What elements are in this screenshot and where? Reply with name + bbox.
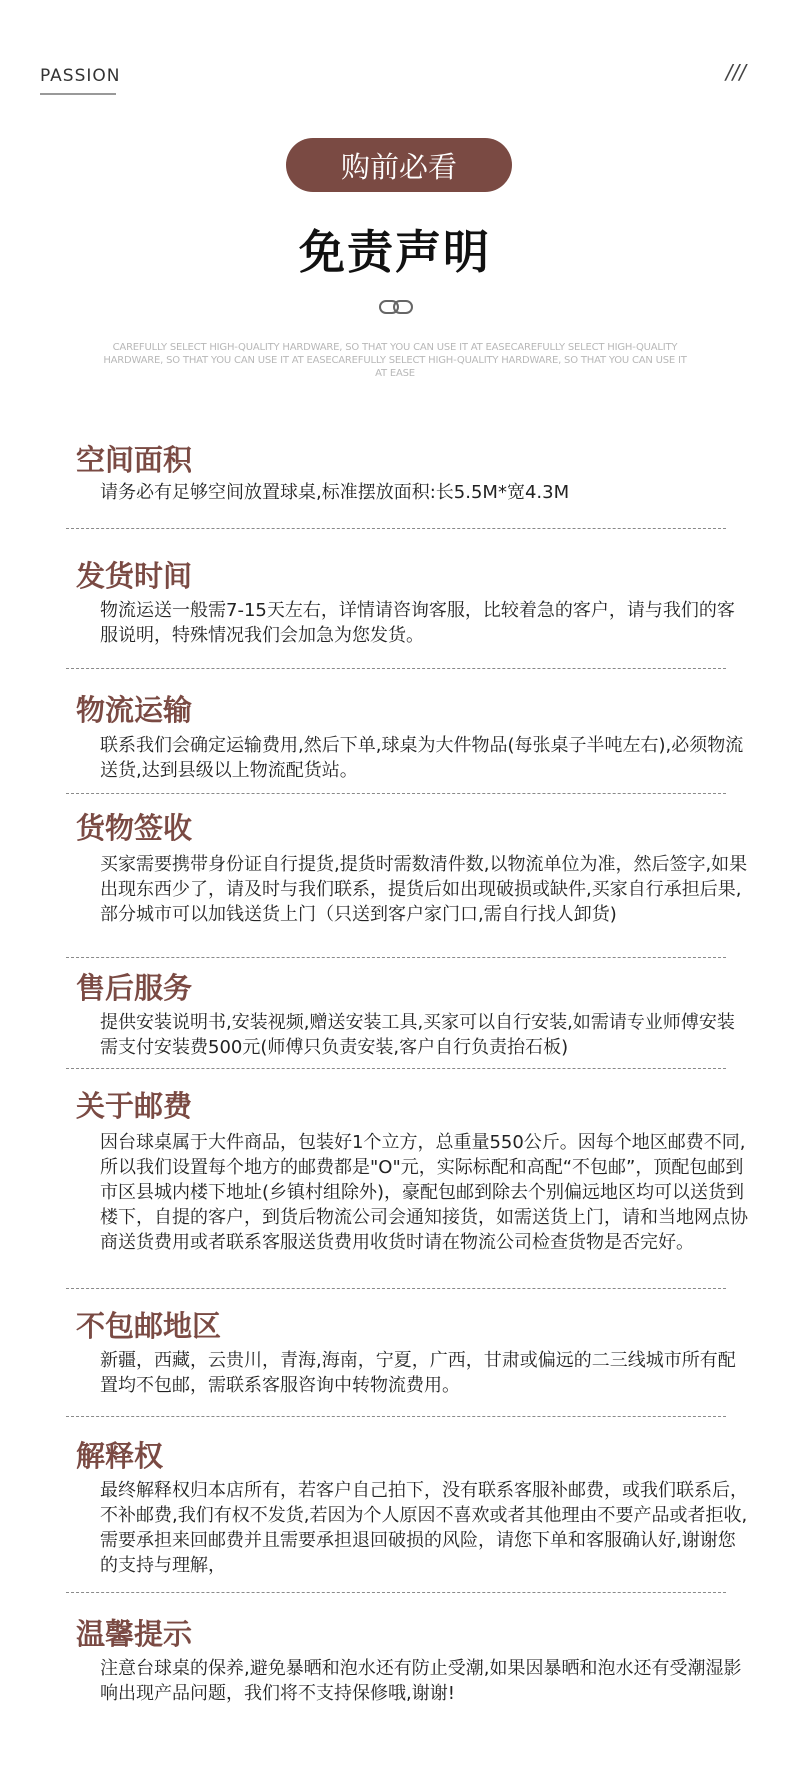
section-divider	[66, 793, 726, 794]
section-divider	[66, 668, 726, 669]
section-title: 温馨提示	[76, 1617, 193, 1651]
section-title: 关于邮费	[76, 1089, 193, 1123]
section-body: 买家需要携带身份证自行提货,提货时需数清件数,以物流单位为准，然后签字,如果出现东西少了，请及时与我们联系，提货后如出现破损或缺件,买家自行承担后果,部分城市可以加钱送货上门（只送到客户家门口,需自行找人卸货)	[100, 854, 748, 925]
section-body: 最终解释权归本店所有，若客户自己拍下，没有联系客服补邮费，或我们联系后，不补邮费,我们有权不发货,若因为个人原因不喜欢或者其他理由不要产品或者拒收,需要承担来回邮费并且需要承担退回破损的风险，请您下单和客服确认好,谢谢您的支持与理解，	[100, 1480, 748, 1576]
section-title: 解释权	[76, 1439, 164, 1473]
section-title: 发货时间	[76, 559, 193, 593]
brand-underline	[40, 93, 116, 95]
section-title: 不包邮地区	[76, 1309, 222, 1343]
section-divider	[66, 957, 726, 958]
section-title: 售后服务	[76, 971, 193, 1005]
section-body: 因台球桌属于大件商品，包装好1个立方，总重量550公斤。因每个地区邮费不同,所以我们设置每个地方的邮费都是"O"元，实际标配和高配“不包邮”，顶配包邮到市区县城内楼下地址(乡镇村组除外)，豪配包邮到除去个别偏远地区均可以送货到楼下，自提的客户，到货后物流公司会通知接货，如需送货上门，请和当地网点协商送货费用或者联系客服送货费用收货时请在物流公司检查货物是否完好。	[100, 1132, 748, 1253]
section-divider	[66, 1068, 726, 1069]
page-title: 免责声明	[299, 225, 491, 279]
slash-decoration: ///	[725, 60, 746, 84]
section-divider	[66, 528, 726, 529]
link-icon	[378, 298, 414, 316]
section-divider	[66, 1592, 726, 1593]
section-title: 物流运输	[76, 693, 193, 727]
section-divider	[66, 1288, 726, 1289]
section-body: 请务必有足够空间放置球桌,标准摆放面积:长5.5M*宽4.3M	[100, 482, 570, 503]
brand-label: PASSION	[40, 66, 121, 86]
section-body: 物流运送一般需7-15天左右，详情请咨询客服，比较着急的客户，请与我们的客服说明，特殊情况我们会加急为您发货。	[100, 600, 735, 646]
english-subtitle: CAREFULLY SELECT HIGH-QUALITY HARDWARE, SO THAT YOU CAN USE IT AT EASECAREFULLY SELECT HIGH-QUALITY HARDWARE, SO THAT YOU CAN USE IT AT EASECAREFULLY SELECT HIGH-QUALITY HARDWARE, SO THAT YOU CAN USE IT AT EASE	[103, 342, 687, 379]
section-body: 注意台球桌的保养,避免暴晒和泡水还有防止受潮,如果因暴晒和泡水还有受潮湿影响出现产品问题，我们将不支持保修哦,谢谢!	[100, 1658, 742, 1704]
pre-purchase-badge: 购前必看	[286, 138, 512, 192]
section-title: 货物签收	[76, 811, 193, 845]
section-title: 空间面积	[76, 443, 193, 477]
section-body: 新疆，西藏，云贵川，青海,海南，宁夏，广西，甘肃或偏远的二三线城市所有配置均不包邮，需联系客服咨询中转物流费用。	[100, 1350, 736, 1396]
section-body: 联系我们会确定运输费用,然后下单,球桌为大件物品(每张桌子半吨左右),必须物流送货,达到县级以上物流配货站。	[100, 735, 744, 781]
section-body: 提供安装说明书,安装视频,赠送安装工具,买家可以自行安装,如需请专业师傅安装需支付安装费500元(师傅只负责安装,客户自行负责抬石板)	[100, 1012, 735, 1058]
section-divider	[66, 1416, 726, 1417]
